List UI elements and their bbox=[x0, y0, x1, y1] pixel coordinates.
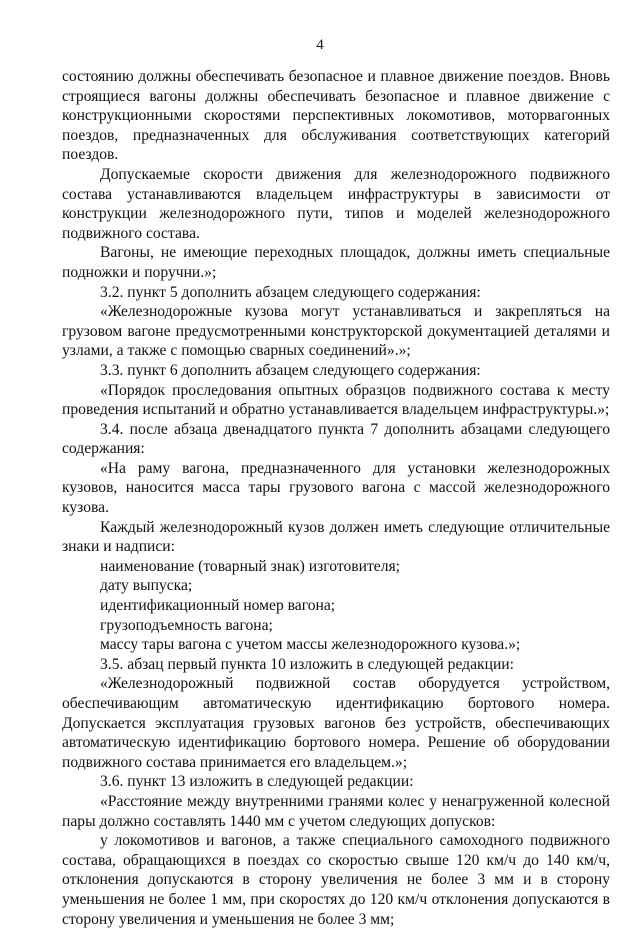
paragraph: Каждый железнодорожный кузов должен иметь следующие отличительные знаки и надписи: bbox=[62, 518, 610, 556]
page-number: 4 bbox=[316, 37, 324, 53]
paragraph: «Железнодорожные кузова могут устанавливаться и закрепляться на грузовом вагоне предусмотренными конструкторской документацией деталями и узлами, а также с помощью сварных соединений».»; bbox=[62, 303, 610, 360]
paragraph: «Расстояние между внутренними гранями колес у ненагруженной колесной пары должно составлять 1440 мм с учетом следующих допусков: bbox=[62, 792, 610, 830]
paragraph: «Железнодорожный подвижной состав оборудуется устройством, обеспечивающим автоматическую идентификацию бортового номера. Допускается эксплуатация грузовых вагонов без устройств, обеспечивающих автоматическую идентификацию бортового номера. Решение об оборудовании подвижного состава принимается его владельцем.»; bbox=[62, 675, 610, 771]
paragraph: «На раму вагона, предназначенного для установки железнодорожных кузовов, наносится масса тары грузового вагона с массой железнодорожного кузова. bbox=[62, 459, 610, 517]
paragraph: 3.6. пункт 13 изложить в следующей редакции: bbox=[100, 773, 414, 791]
paragraph: «Порядок проследования опытных образцов подвижного состава к месту проведения испытаний и обратно устанавливается владельцем инфраструктуры.»; bbox=[62, 381, 610, 419]
paragraph: состоянию должны обеспечивать безопасное и плавное движение поездов. Вновь строящиеся вагоны должны обеспечивать безопасное и плавное движение с конструкционными скоростями перспективных локомотивов, моторвагонных поездов, предназначенных для обслуживания соответствующих категорий поездов. bbox=[62, 68, 610, 164]
list-item: наименование (товарный знак) изготовителя; bbox=[100, 557, 401, 575]
paragraph: 3.4. после абзаца двенадцатого пункта 7 дополнить абзацами следующего содержания: bbox=[62, 420, 610, 458]
paragraph: 3.5. абзац первый пункта 10 изложить в следующей редакции: bbox=[100, 655, 514, 673]
document-body bbox=[62, 67, 610, 929]
paragraph: Вагоны, не имеющие переходных площадок, должны иметь специальные подножки и поручни.»; bbox=[62, 244, 610, 281]
paragraph: 3.2. пункт 5 дополнить абзацем следующего содержания: bbox=[100, 283, 481, 301]
list-item: идентификационный номер вагона; bbox=[100, 597, 336, 615]
paragraph: у локомотивов и вагонов, а также специального самоходного подвижного состава, обращающихся в поездах со скоростью свыше 120 км/ч до 140 км/ч, отклонения допускаются в сторону увеличения не более 3 мм и в сторону уменьшения не более 1 мм, при скоростях до 120 км/ч отклонения допускаются в сторону увеличения и уменьшения не более 3 мм; bbox=[62, 832, 610, 928]
list-item: грузоподъемность вагона; bbox=[100, 616, 273, 634]
paragraph: 3.3. пункт 6 дополнить абзацем следующего содержания: bbox=[100, 361, 481, 379]
list-item: дату выпуска; bbox=[100, 577, 193, 595]
list-item: массу тары вагона с учетом массы железнодорожного кузова.»; bbox=[100, 636, 521, 654]
paragraph: Допускаемые скорости движения для железнодорожного подвижного состава устанавливаются владельцем инфраструктуры в зависимости от конструкции железнодорожного пути, типов и моделей железнодорожного подвижного состава. bbox=[62, 165, 610, 242]
